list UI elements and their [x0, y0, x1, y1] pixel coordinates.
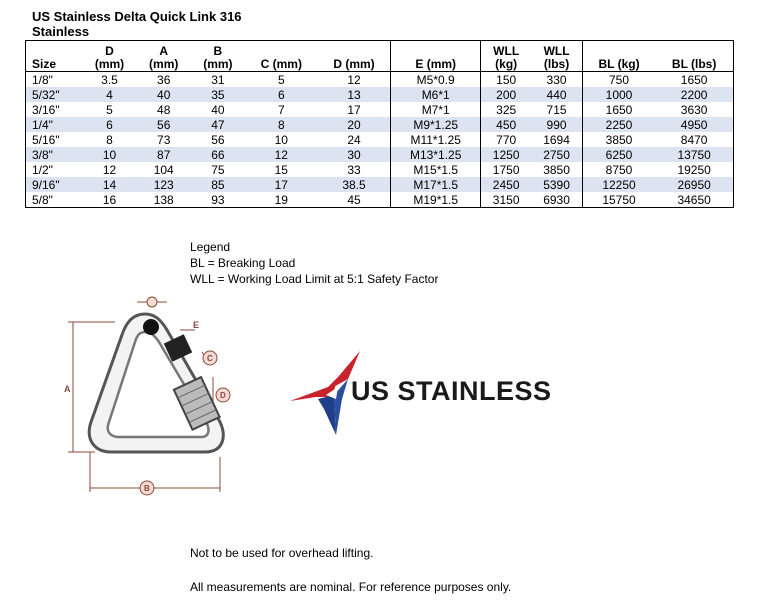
- table-cell: 17: [245, 177, 318, 192]
- dim-label-top: [147, 297, 157, 307]
- legend-wll: WLL = Working Load Limit at 5:1 Safety Factor: [190, 272, 439, 286]
- column-header: [655, 41, 733, 72]
- table-cell: 5/16": [32, 132, 60, 147]
- table-cell: 3/8": [26, 147, 83, 162]
- column-header-bottom: Size: [32, 57, 57, 71]
- table-cell: 75: [211, 162, 225, 177]
- note-overhead: Not to be used for overhead lifting.: [190, 546, 374, 560]
- table-cell: M19*1.5: [391, 192, 481, 208]
- table-cell: 4950: [655, 117, 733, 132]
- table-cell: 990: [531, 117, 582, 132]
- column-header-top: A: [159, 44, 169, 58]
- table-cell: M9*1.25: [391, 117, 481, 132]
- table-cell: 1/2": [32, 162, 53, 177]
- table-cell: 6250: [582, 147, 655, 162]
- column-header-bottom: E (mm): [415, 57, 457, 71]
- table-cell: 87: [137, 147, 191, 162]
- table-cell: M5*0.9: [391, 72, 481, 88]
- column-header-top: D: [105, 44, 114, 58]
- table-cell: 17: [347, 102, 361, 117]
- table-cell: 35: [191, 87, 245, 102]
- table-cell: 15750: [582, 192, 655, 208]
- svg-text:D: D: [220, 391, 226, 400]
- table-cell: 93: [211, 192, 225, 207]
- table-row: [26, 162, 734, 177]
- table-cell: 12: [245, 147, 318, 162]
- dim-label-b: [140, 481, 154, 495]
- legend-heading: Legend: [190, 240, 231, 254]
- table-cell: 26950: [655, 177, 733, 192]
- table-cell: 750: [582, 72, 655, 88]
- table-cell: 3150: [480, 192, 531, 208]
- table-cell: 104: [153, 162, 174, 177]
- table-row: [26, 102, 734, 117]
- column-header: [82, 41, 136, 72]
- column-header: [318, 41, 391, 72]
- column-header: [245, 41, 318, 72]
- note-nominal: All measurements are nominal. For reference purposes only.: [190, 580, 512, 594]
- table-cell: 20: [318, 117, 391, 132]
- table-row: [26, 87, 734, 102]
- table-cell: 6: [245, 87, 318, 102]
- dim-label-c: [203, 351, 217, 365]
- table-cell: 36: [157, 72, 171, 87]
- star-icon: [290, 351, 360, 435]
- table-header-row: [26, 41, 734, 72]
- table-cell: 2250: [582, 117, 655, 132]
- table-cell: M17*1.5: [391, 177, 481, 192]
- svg-text:B: B: [144, 484, 150, 493]
- table-cell: 1650: [680, 72, 708, 87]
- column-header-bottom: D (mm): [333, 57, 375, 71]
- table-cell: 40: [137, 87, 191, 102]
- table-cell: 3850: [582, 132, 655, 147]
- table-cell: 1694: [543, 132, 570, 147]
- table-cell: 13: [318, 87, 391, 102]
- legend-bl: BL = Breaking Load: [190, 256, 296, 270]
- table-cell: 6930: [543, 192, 570, 207]
- dim-label-d: [216, 388, 230, 402]
- title-line-2: Stainless: [32, 24, 90, 39]
- table-cell: M11*1.25: [391, 132, 481, 147]
- table-cell: 33: [347, 162, 361, 177]
- column-header: [26, 41, 83, 72]
- table-cell: 48: [157, 102, 171, 117]
- table-cell: 10: [82, 147, 136, 162]
- column-header-top: B: [213, 44, 223, 58]
- table-cell: 325: [480, 102, 531, 117]
- table-cell: 330: [546, 72, 567, 87]
- table-cell: 15: [274, 162, 288, 177]
- table-cell: 1/4": [26, 117, 83, 132]
- column-header-bottom: (lbs): [543, 57, 570, 71]
- table-row: [26, 117, 734, 132]
- table-cell: 19250: [677, 162, 711, 177]
- logo-text: US STAINLESS: [351, 376, 552, 406]
- table-cell: 40: [211, 102, 225, 117]
- table-cell: 1650: [582, 102, 655, 117]
- svg-text:E: E: [193, 320, 200, 330]
- column-header-bottom: (kg): [495, 57, 518, 71]
- table-cell: 13750: [655, 147, 733, 162]
- table-cell: 14: [82, 177, 136, 192]
- table-cell: 16: [102, 192, 117, 207]
- table-cell: 3850: [543, 162, 570, 177]
- table-row: [26, 147, 734, 162]
- table-cell: 56: [137, 117, 191, 132]
- table-cell: 8750: [582, 162, 655, 177]
- table-cell: 3/16": [32, 102, 60, 117]
- table-cell: M15*1.5: [391, 162, 481, 177]
- table-cell: 2450: [480, 177, 531, 192]
- table-cell: 9/16": [26, 177, 83, 192]
- column-header-top: WLL: [543, 44, 570, 58]
- table-cell: 138: [153, 192, 174, 207]
- table-cell: 19: [274, 192, 288, 207]
- table-cell: 85: [191, 177, 245, 192]
- table-body: [26, 72, 734, 208]
- table-cell: 47: [191, 117, 245, 132]
- column-header-bottom: C (mm): [260, 57, 302, 71]
- svg-text:C: C: [207, 354, 213, 363]
- table-cell: 12250: [582, 177, 655, 192]
- table-cell: 66: [191, 147, 245, 162]
- table-cell: 12: [102, 162, 117, 177]
- table-cell: 12: [347, 72, 361, 87]
- table-cell: 5: [277, 72, 285, 87]
- table-cell: 440: [531, 87, 582, 102]
- table-cell: 3630: [680, 102, 708, 117]
- svg-text:A: A: [64, 384, 71, 394]
- table-cell: M7*1: [391, 102, 481, 117]
- table-cell: 150: [480, 72, 531, 88]
- spec-table: [25, 40, 734, 208]
- table-cell: 770: [480, 132, 531, 147]
- table-cell: 34650: [677, 192, 711, 207]
- table-cell: 38.5: [318, 177, 391, 192]
- table-row: [26, 72, 734, 88]
- column-header-top: WLL: [493, 44, 520, 58]
- column-header-bottom: (mm): [94, 57, 125, 71]
- table-cell: 5: [106, 102, 113, 117]
- table-cell: 5/8": [32, 192, 53, 207]
- table-cell: 8470: [680, 132, 708, 147]
- table-cell: 24: [347, 132, 361, 147]
- table-cell: 2750: [531, 147, 582, 162]
- table-row: [26, 177, 734, 192]
- table-cell: 1/8": [32, 72, 53, 87]
- table-cell: 8: [106, 132, 113, 147]
- table-cell: 1000: [582, 87, 655, 102]
- table-cell: 1250: [480, 147, 531, 162]
- table-cell: 45: [347, 192, 361, 207]
- column-header: [531, 41, 582, 72]
- column-header: [137, 41, 191, 72]
- legend: [190, 239, 438, 287]
- column-header: [191, 41, 245, 72]
- table-cell: 450: [480, 117, 531, 132]
- table-cell: 6: [82, 117, 136, 132]
- table-cell: 715: [546, 102, 567, 117]
- column-header-bottom: (mm): [203, 57, 233, 71]
- column-header: [480, 41, 531, 72]
- table-cell: 3.5: [101, 72, 118, 87]
- dim-label-a: [64, 384, 71, 394]
- column-header-bottom: (mm): [149, 57, 179, 71]
- table-cell: 73: [157, 132, 171, 147]
- column-header-bottom: BL (lbs): [671, 57, 717, 71]
- table-cell: 4: [82, 87, 136, 102]
- table-cell: 200: [480, 87, 531, 102]
- table-cell: 56: [211, 132, 225, 147]
- table-cell: 123: [137, 177, 191, 192]
- dim-label-e: [193, 320, 199, 330]
- quick-link-diagram: [55, 292, 255, 502]
- table-row: [26, 192, 734, 208]
- table-cell: 30: [318, 147, 391, 162]
- table-cell: 5/32": [26, 87, 83, 102]
- table-cell: 31: [211, 72, 225, 87]
- table-cell: 2200: [655, 87, 733, 102]
- table-cell: 7: [277, 102, 285, 117]
- column-header: [391, 41, 481, 72]
- table-cell: 5390: [531, 177, 582, 192]
- table-cell: M6*1: [391, 87, 481, 102]
- table-cell: 1750: [480, 162, 531, 177]
- title-line-1: US Stainless Delta Quick Link 316: [32, 9, 242, 24]
- table-cell: M13*1.25: [391, 147, 481, 162]
- column-header: [582, 41, 655, 72]
- table-row: [26, 132, 734, 147]
- document-title: [32, 9, 242, 39]
- table-cell: 10: [274, 132, 288, 147]
- column-header-bottom: BL (kg): [598, 57, 640, 71]
- table-cell: 8: [245, 117, 318, 132]
